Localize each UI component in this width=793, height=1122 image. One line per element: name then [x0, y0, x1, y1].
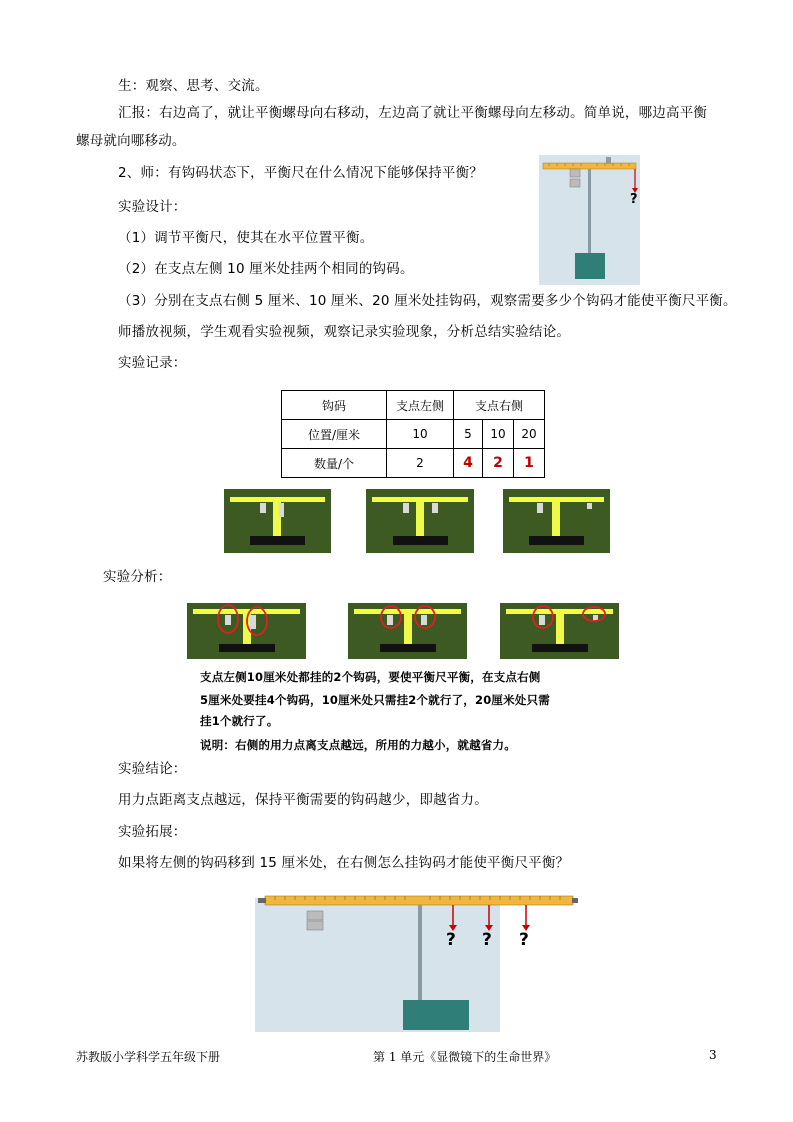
text-line: （1）调节平衡尺，使其在水平位置平衡。: [118, 230, 374, 246]
question-mark: ?: [630, 192, 638, 207]
analysis-text: 5厘米处要挂4个钩码，10厘米处只需挂2个就行了，20厘米处只需: [200, 693, 550, 707]
table-cell: 2: [387, 449, 454, 478]
analysis-text: 挂1个就行了。: [200, 714, 279, 728]
analysis-text: 支点左侧10厘米处都挂的2个钩码，要使平衡尺平衡，在支点右侧: [200, 670, 541, 684]
footer-unit-title: 第 1 单元《显微镜下的生命世界》: [373, 1050, 557, 1064]
text-heading: 实验记录：: [118, 355, 187, 371]
text-heading: 实验分析：: [103, 569, 172, 585]
text-line: 用力点距离支点越远，保持平衡需要的钩码越少，即越省力。: [118, 792, 488, 808]
text-heading: 实验结论：: [118, 761, 187, 777]
question-mark: ?: [482, 930, 492, 950]
extension-photo: [255, 886, 579, 1032]
table-header: 支点右侧: [454, 391, 545, 420]
balance-ruler-photo: [539, 155, 640, 285]
question-mark: ?: [446, 930, 456, 950]
table-cell: 2: [483, 449, 514, 478]
table-cell: 数量/个: [282, 449, 387, 478]
page-number: 3: [709, 1048, 717, 1062]
analysis-photo-2: [348, 603, 467, 659]
experiment-photo-3: [503, 489, 610, 553]
text-heading: 实验拓展：: [118, 824, 187, 840]
text-line: （2）在支点左侧 10 厘米处挂两个相同的钩码。: [118, 261, 414, 277]
text-line: 汇报：右边高了，就让平衡螺母向右移动，左边高了就让平衡螺母向左移动。简单说，哪边高平衡: [118, 105, 708, 121]
table-cell: 20: [514, 420, 545, 449]
experiment-photo-1: [224, 489, 331, 553]
footer-book-title: 苏教版小学科学五年级下册: [76, 1050, 221, 1064]
text-line: （3）分别在支点右侧 5 厘米、10 厘米、20 厘米处挂钩码，观察需要多少个钩码才能使平衡尺平衡。: [118, 293, 737, 309]
table-cell: 4: [454, 449, 483, 478]
analysis-photo-1: [187, 603, 306, 659]
table-cell: 5: [454, 420, 483, 449]
text-line: 师播放视频，学生观看实验视频，观察记录实验现象，分析总结实验结论。: [118, 324, 571, 340]
text-line: 2、师：有钩码状态下，平衡尺在什么情况下能够保持平衡？: [118, 165, 483, 181]
text-line: 螺母就向哪移动。: [76, 133, 186, 149]
table-cell: 10: [387, 420, 454, 449]
table-cell: 位置/厘米: [282, 420, 387, 449]
analysis-photo-3: [500, 603, 619, 659]
table-cell: 10: [483, 420, 514, 449]
analysis-note: 说明：右侧的用力点离支点越远，所用的力越小，就越省力。: [200, 738, 516, 752]
text-line: 如果将左侧的钩码移到 15 厘米处，在右侧怎么挂钩码才能使平衡尺平衡？: [118, 855, 570, 871]
table-header: 支点左侧: [387, 391, 454, 420]
experiment-record-table: [281, 390, 545, 478]
table-header: 钩码: [282, 391, 387, 420]
question-mark: ?: [519, 930, 529, 950]
text-line: 生：观察、思考、交流。: [118, 78, 269, 94]
table-cell: 1: [514, 449, 545, 478]
text-heading: 实验设计：: [118, 199, 187, 215]
experiment-photo-2: [366, 489, 474, 553]
